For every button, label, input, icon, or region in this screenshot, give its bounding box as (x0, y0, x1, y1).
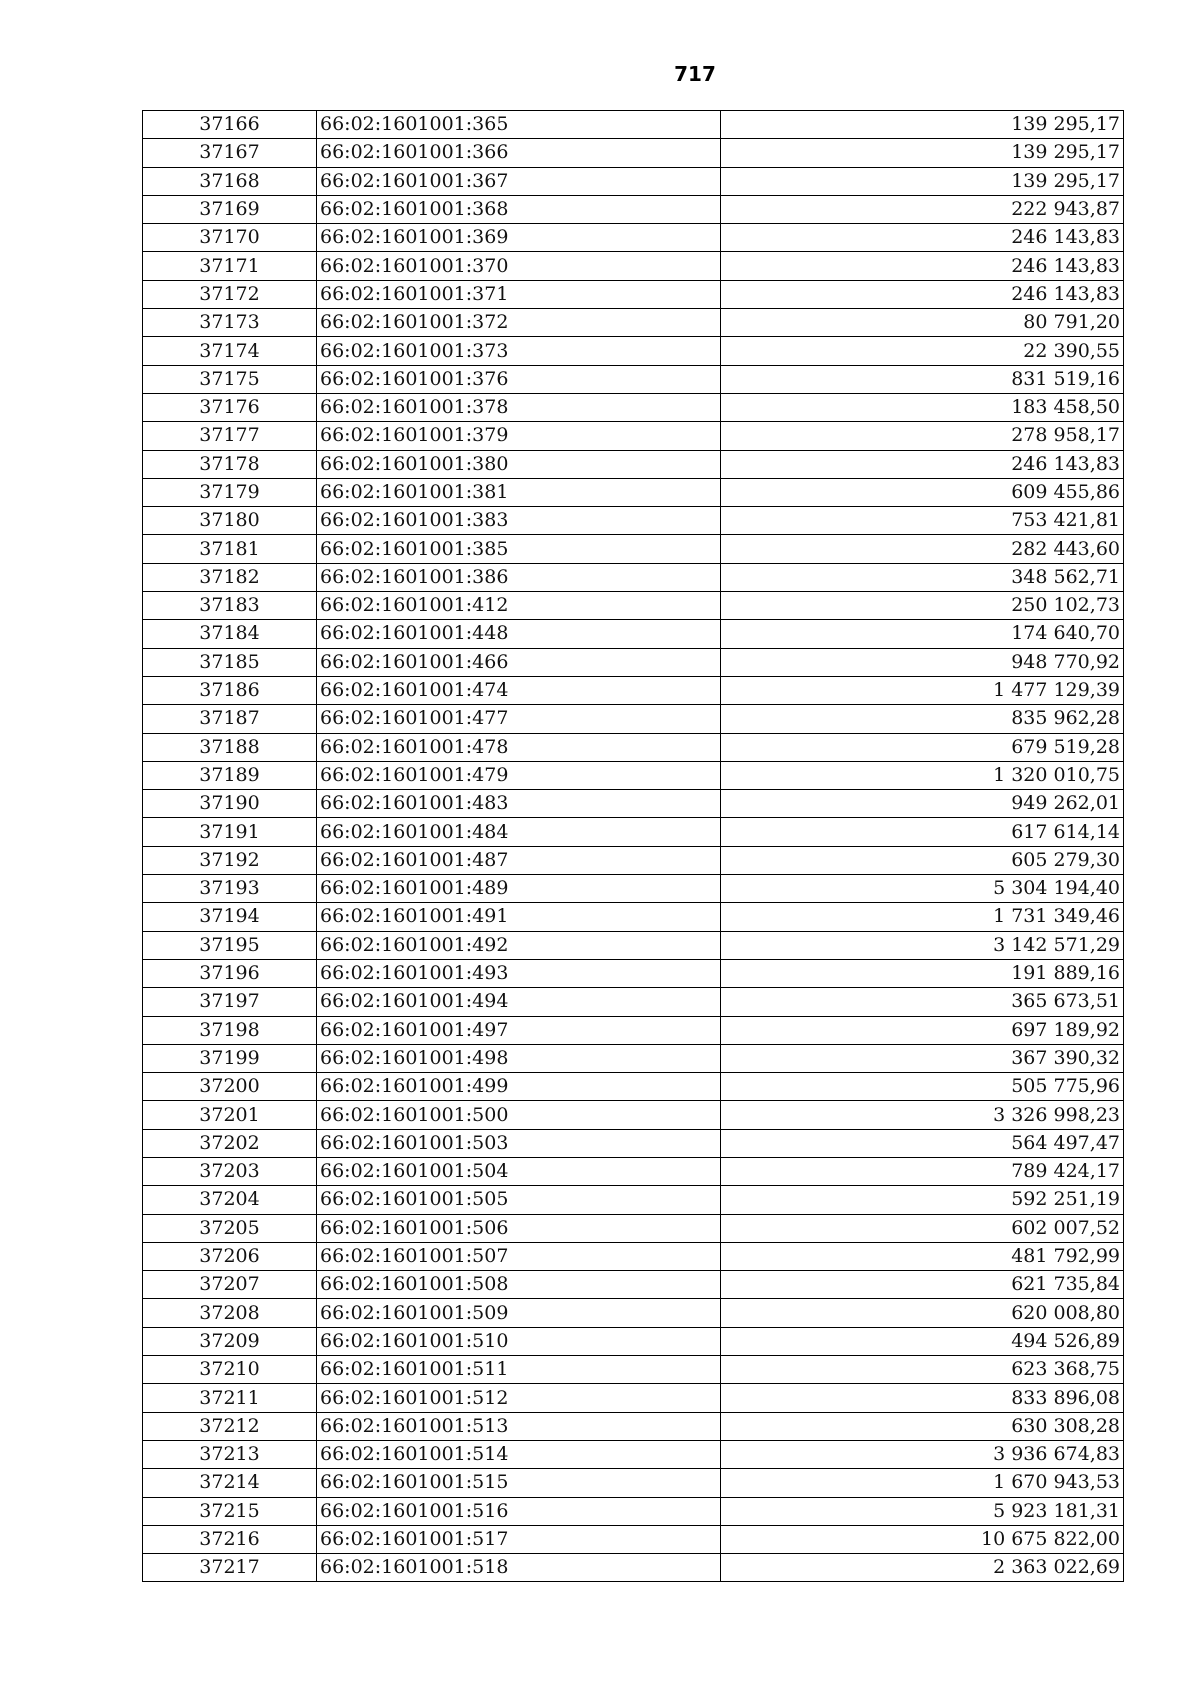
cadastral-number-cell: 66:02:1601001:494 (317, 988, 721, 1016)
cadastral-value-cell: 679 519,28 (721, 733, 1124, 761)
cadastral-value-cell: 609 455,86 (721, 478, 1124, 506)
cadastral-number-cell: 66:02:1601001:487 (317, 846, 721, 874)
row-number-cell: 37180 (143, 507, 317, 535)
table-row (143, 1044, 1124, 1072)
cadastral-number-cell: 66:02:1601001:497 (317, 1016, 721, 1044)
cadastral-number-cell: 66:02:1601001:466 (317, 648, 721, 676)
table-row (143, 988, 1124, 1016)
cadastral-value-cell: 481 792,99 (721, 1242, 1124, 1270)
row-number-cell: 37177 (143, 422, 317, 450)
cadastral-value-cell: 222 943,87 (721, 195, 1124, 223)
table-row (143, 790, 1124, 818)
table-row (143, 1271, 1124, 1299)
row-number-cell: 37198 (143, 1016, 317, 1044)
cadastral-value-cell: 1 320 010,75 (721, 761, 1124, 789)
row-number-cell: 37183 (143, 592, 317, 620)
table-row (143, 195, 1124, 223)
row-number-cell: 37216 (143, 1525, 317, 1553)
table-row (143, 1525, 1124, 1553)
row-number-cell: 37192 (143, 846, 317, 874)
table-row (143, 280, 1124, 308)
cadastral-number-cell: 66:02:1601001:510 (317, 1327, 721, 1355)
table-row (143, 1469, 1124, 1497)
cadastral-number-cell: 66:02:1601001:498 (317, 1044, 721, 1072)
row-number-cell: 37193 (143, 875, 317, 903)
cadastral-value-cell: 621 735,84 (721, 1271, 1124, 1299)
cadastral-value-cell: 139 295,17 (721, 111, 1124, 139)
cadastral-value-cell: 246 143,83 (721, 280, 1124, 308)
cadastral-value-cell: 365 673,51 (721, 988, 1124, 1016)
cadastral-number-cell: 66:02:1601001:491 (317, 903, 721, 931)
table-row (143, 365, 1124, 393)
row-number-cell: 37186 (143, 676, 317, 704)
table-row (143, 648, 1124, 676)
cadastral-value-cell: 367 390,32 (721, 1044, 1124, 1072)
cadastral-number-cell: 66:02:1601001:412 (317, 592, 721, 620)
cadastral-value-cell: 494 526,89 (721, 1327, 1124, 1355)
cadastral-value-cell: 183 458,50 (721, 393, 1124, 421)
cadastral-value-cell: 630 308,28 (721, 1412, 1124, 1440)
cadastral-number-cell: 66:02:1601001:513 (317, 1412, 721, 1440)
cadastral-value-cell: 191 889,16 (721, 959, 1124, 987)
cadastral-value-cell: 2 363 022,69 (721, 1554, 1124, 1582)
cadastral-value-cell: 623 368,75 (721, 1356, 1124, 1384)
table-row (143, 1554, 1124, 1582)
row-number-cell: 37209 (143, 1327, 317, 1355)
table-row (143, 167, 1124, 195)
row-number-cell: 37215 (143, 1497, 317, 1525)
row-number-cell: 37201 (143, 1101, 317, 1129)
table-row (143, 111, 1124, 139)
cadastral-value-cell: 246 143,83 (721, 450, 1124, 478)
cadastral-number-cell: 66:02:1601001:370 (317, 252, 721, 280)
row-number-cell: 37187 (143, 705, 317, 733)
cadastral-value-cell: 949 262,01 (721, 790, 1124, 818)
cadastral-number-cell: 66:02:1601001:515 (317, 1469, 721, 1497)
table-row (143, 1327, 1124, 1355)
cadastral-number-cell: 66:02:1601001:371 (317, 280, 721, 308)
cadastral-value-cell: 5 304 194,40 (721, 875, 1124, 903)
cadastral-value-cell: 617 614,14 (721, 818, 1124, 846)
cadastral-number-cell: 66:02:1601001:483 (317, 790, 721, 818)
cadastral-number-cell: 66:02:1601001:372 (317, 309, 721, 337)
table-row (143, 1129, 1124, 1157)
table-row (143, 309, 1124, 337)
cadastral-number-cell: 66:02:1601001:379 (317, 422, 721, 450)
cadastral-number-cell: 66:02:1601001:477 (317, 705, 721, 733)
cadastral-value-cell: 697 189,92 (721, 1016, 1124, 1044)
row-number-cell: 37176 (143, 393, 317, 421)
table-row (143, 1016, 1124, 1044)
cadastral-value-cell: 22 390,55 (721, 337, 1124, 365)
row-number-cell: 37166 (143, 111, 317, 139)
cadastral-value-cell: 564 497,47 (721, 1129, 1124, 1157)
table-row (143, 1157, 1124, 1185)
cadastral-value-cell: 789 424,17 (721, 1157, 1124, 1185)
row-number-cell: 37207 (143, 1271, 317, 1299)
row-number-cell: 37184 (143, 620, 317, 648)
row-number-cell: 37173 (143, 309, 317, 337)
cadastral-value-cell: 139 295,17 (721, 167, 1124, 195)
row-number-cell: 37189 (143, 761, 317, 789)
cadastral-value-cell: 3 326 998,23 (721, 1101, 1124, 1129)
table-row (143, 1299, 1124, 1327)
table-row (143, 875, 1124, 903)
cadastral-number-cell: 66:02:1601001:509 (317, 1299, 721, 1327)
cadastral-number-cell: 66:02:1601001:478 (317, 733, 721, 761)
cadastral-value-cell: 505 775,96 (721, 1073, 1124, 1101)
row-number-cell: 37175 (143, 365, 317, 393)
cadastral-value-cell: 1 477 129,39 (721, 676, 1124, 704)
cadastral-number-cell: 66:02:1601001:514 (317, 1440, 721, 1468)
table-body (143, 111, 1124, 1582)
row-number-cell: 37202 (143, 1129, 317, 1157)
cadastral-number-cell: 66:02:1601001:373 (317, 337, 721, 365)
table-row (143, 1384, 1124, 1412)
cadastral-number-cell: 66:02:1601001:516 (317, 1497, 721, 1525)
table-row (143, 563, 1124, 591)
cadastral-value-cell: 278 958,17 (721, 422, 1124, 450)
row-number-cell: 37197 (143, 988, 317, 1016)
cadastral-number-cell: 66:02:1601001:365 (317, 111, 721, 139)
table-row (143, 393, 1124, 421)
row-number-cell: 37208 (143, 1299, 317, 1327)
cadastral-number-cell: 66:02:1601001:504 (317, 1157, 721, 1185)
row-number-cell: 37212 (143, 1412, 317, 1440)
table-row (143, 507, 1124, 535)
table-row (143, 224, 1124, 252)
table-row (143, 337, 1124, 365)
row-number-cell: 37190 (143, 790, 317, 818)
cadastral-number-cell: 66:02:1601001:383 (317, 507, 721, 535)
row-number-cell: 37169 (143, 195, 317, 223)
cadastral-number-cell: 66:02:1601001:492 (317, 931, 721, 959)
cadastral-value-cell: 592 251,19 (721, 1186, 1124, 1214)
cadastral-value-cell: 1 731 349,46 (721, 903, 1124, 931)
row-number-cell: 37194 (143, 903, 317, 931)
cadastral-number-cell: 66:02:1601001:512 (317, 1384, 721, 1412)
table-row (143, 592, 1124, 620)
cadastral-value-cell: 250 102,73 (721, 592, 1124, 620)
cadastral-number-cell: 66:02:1601001:378 (317, 393, 721, 421)
cadastral-number-cell: 66:02:1601001:474 (317, 676, 721, 704)
table-row (143, 478, 1124, 506)
cadastral-number-cell: 66:02:1601001:518 (317, 1554, 721, 1582)
cadastral-number-cell: 66:02:1601001:507 (317, 1242, 721, 1270)
cadastral-number-cell: 66:02:1601001:367 (317, 167, 721, 195)
cadastral-number-cell: 66:02:1601001:517 (317, 1525, 721, 1553)
cadastral-number-cell: 66:02:1601001:484 (317, 818, 721, 846)
row-number-cell: 37185 (143, 648, 317, 676)
table-row (143, 1412, 1124, 1440)
cadastral-value-cell: 602 007,52 (721, 1214, 1124, 1242)
cadastral-number-cell: 66:02:1601001:500 (317, 1101, 721, 1129)
row-number-cell: 37167 (143, 139, 317, 167)
cadastral-value-cell: 5 923 181,31 (721, 1497, 1124, 1525)
cadastral-value-cell: 833 896,08 (721, 1384, 1124, 1412)
cadastral-number-cell: 66:02:1601001:376 (317, 365, 721, 393)
row-number-cell: 37211 (143, 1384, 317, 1412)
row-number-cell: 37179 (143, 478, 317, 506)
cadastral-value-cell: 753 421,81 (721, 507, 1124, 535)
row-number-cell: 37178 (143, 450, 317, 478)
row-number-cell: 37171 (143, 252, 317, 280)
cadastral-value-cell: 948 770,92 (721, 648, 1124, 676)
cadastral-number-cell: 66:02:1601001:511 (317, 1356, 721, 1384)
table-row (143, 1242, 1124, 1270)
row-number-cell: 37217 (143, 1554, 317, 1582)
cadastral-number-cell: 66:02:1601001:489 (317, 875, 721, 903)
cadastral-value-cell: 174 640,70 (721, 620, 1124, 648)
row-number-cell: 37168 (143, 167, 317, 195)
table-row (143, 733, 1124, 761)
cadastral-value-cell: 348 562,71 (721, 563, 1124, 591)
row-number-cell: 37199 (143, 1044, 317, 1072)
cadastral-number-cell: 66:02:1601001:386 (317, 563, 721, 591)
cadastral-number-cell: 66:02:1601001:381 (317, 478, 721, 506)
cadastral-value-table (142, 110, 1124, 1582)
row-number-cell: 37191 (143, 818, 317, 846)
row-number-cell: 37188 (143, 733, 317, 761)
row-number-cell: 37182 (143, 563, 317, 591)
table-row (143, 535, 1124, 563)
row-number-cell: 37170 (143, 224, 317, 252)
row-number-cell: 37204 (143, 1186, 317, 1214)
row-number-cell: 37196 (143, 959, 317, 987)
cadastral-number-cell: 66:02:1601001:385 (317, 535, 721, 563)
cadastral-value-cell: 831 519,16 (721, 365, 1124, 393)
cadastral-number-cell: 66:02:1601001:448 (317, 620, 721, 648)
table-row (143, 1186, 1124, 1214)
cadastral-number-cell: 66:02:1601001:499 (317, 1073, 721, 1101)
table-row (143, 1073, 1124, 1101)
cadastral-value-cell: 605 279,30 (721, 846, 1124, 874)
table-row (143, 1214, 1124, 1242)
table-row (143, 705, 1124, 733)
row-number-cell: 37206 (143, 1242, 317, 1270)
table-row (143, 450, 1124, 478)
cadastral-value-cell: 80 791,20 (721, 309, 1124, 337)
cadastral-number-cell: 66:02:1601001:479 (317, 761, 721, 789)
cadastral-value-cell: 139 295,17 (721, 139, 1124, 167)
cadastral-value-cell: 10 675 822,00 (721, 1525, 1124, 1553)
table-row (143, 931, 1124, 959)
table-row (143, 846, 1124, 874)
table-row (143, 1440, 1124, 1468)
cadastral-number-cell: 66:02:1601001:506 (317, 1214, 721, 1242)
row-number-cell: 37172 (143, 280, 317, 308)
table-row (143, 139, 1124, 167)
cadastral-value-cell: 3 142 571,29 (721, 931, 1124, 959)
cadastral-value-cell: 835 962,28 (721, 705, 1124, 733)
cadastral-number-cell: 66:02:1601001:508 (317, 1271, 721, 1299)
row-number-cell: 37181 (143, 535, 317, 563)
cadastral-value-cell: 246 143,83 (721, 252, 1124, 280)
cadastral-number-cell: 66:02:1601001:366 (317, 139, 721, 167)
table-row (143, 903, 1124, 931)
table-row (143, 959, 1124, 987)
cadastral-value-cell: 1 670 943,53 (721, 1469, 1124, 1497)
row-number-cell: 37203 (143, 1157, 317, 1185)
table-row (143, 676, 1124, 704)
table-row (143, 1497, 1124, 1525)
cadastral-value-cell: 620 008,80 (721, 1299, 1124, 1327)
cadastral-value-cell: 3 936 674,83 (721, 1440, 1124, 1468)
cadastral-number-cell: 66:02:1601001:493 (317, 959, 721, 987)
row-number-cell: 37195 (143, 931, 317, 959)
row-number-cell: 37200 (143, 1073, 317, 1101)
cadastral-number-cell: 66:02:1601001:368 (317, 195, 721, 223)
row-number-cell: 37210 (143, 1356, 317, 1384)
cadastral-number-cell: 66:02:1601001:380 (317, 450, 721, 478)
table-row (143, 620, 1124, 648)
row-number-cell: 37213 (143, 1440, 317, 1468)
table-row (143, 761, 1124, 789)
cadastral-number-cell: 66:02:1601001:503 (317, 1129, 721, 1157)
table-row (143, 252, 1124, 280)
table-row (143, 422, 1124, 450)
table-row (143, 1101, 1124, 1129)
table-row (143, 818, 1124, 846)
row-number-cell: 37174 (143, 337, 317, 365)
row-number-cell: 37214 (143, 1469, 317, 1497)
row-number-cell: 37205 (143, 1214, 317, 1242)
page-number: 717 (674, 62, 716, 86)
table-row (143, 1356, 1124, 1384)
cadastral-value-cell: 246 143,83 (721, 224, 1124, 252)
cadastral-number-cell: 66:02:1601001:505 (317, 1186, 721, 1214)
cadastral-value-cell: 282 443,60 (721, 535, 1124, 563)
cadastral-number-cell: 66:02:1601001:369 (317, 224, 721, 252)
